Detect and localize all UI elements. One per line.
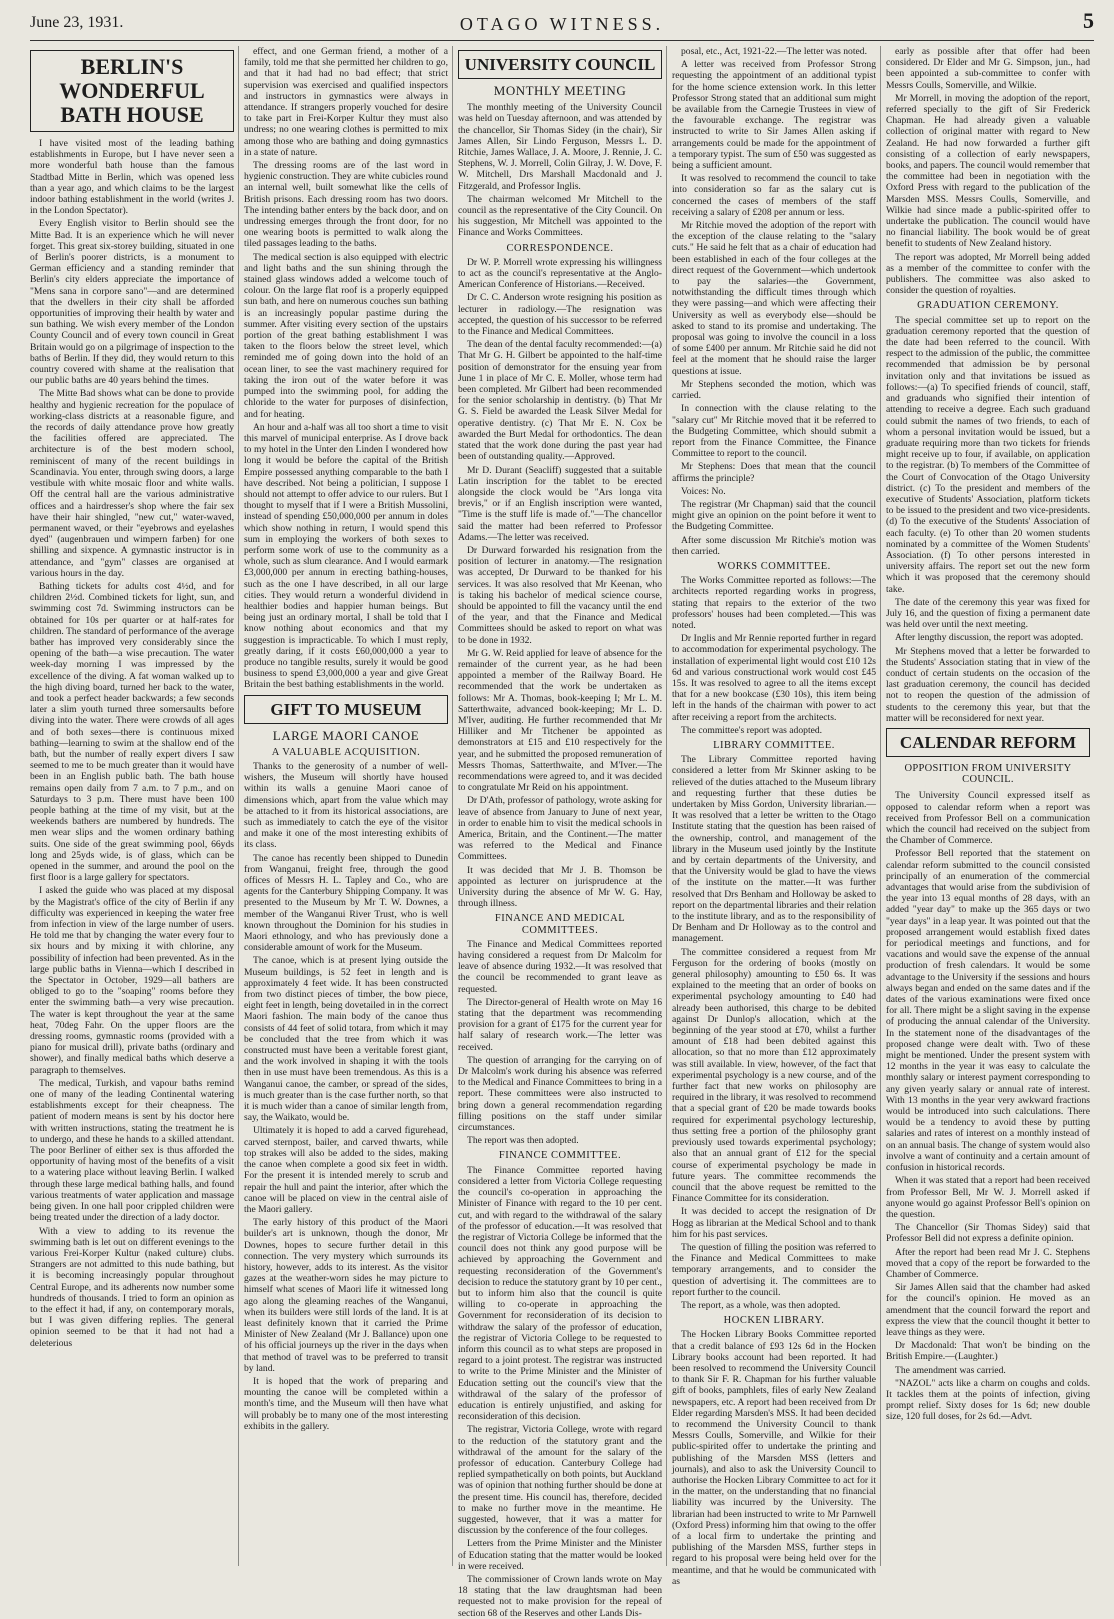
column-1 (30, 46, 234, 1568)
section-subhead: GRADUATION CEREMONY. (917, 300, 1059, 312)
paragraph: The registrar (Mr Chapman) said that the council might give an opinion on the point before it went to the Budgeting Committee. (672, 498, 876, 533)
paragraph: The question of arranging for the carrying on of Dr Malcolm's work during his absence was referred to the Medical and Finance Committees to bring in a report. These committees were also instructed to bring down a general recommendation regarding filling positions on the staff under similar circumstances. (458, 1054, 662, 1134)
paragraph: Dr Durward forwarded his resignation from the position of lecturer in anatomy.—The resignation was accepted, Dr Durward to be thanked for his services. It was also resolved that Mr Keenan, who is taking his bachelor of medical science course, should be appointed to fill the vacancy until the end of the year, and that the Finance and Medical Committees should be asked to report on what was to be done in 1932. (458, 544, 662, 646)
newspaper-title: OTAGO WITNESS. (459, 14, 665, 34)
paragraph: The special committee set up to report on the graduation ceremony reported that the question of the date had been referred to the council. With respect to the admission of the public, the committee recommended that admission be by personal invitation only and that invitations be issued as follows:—(a) To specified friends of council, staff, and graduands who signified their intention of attending to receive a degree. Each such graduand could submit the names of two friends, to each of whom a personal invitation would be issued, but a graduate requiring more than two tickets for friends might receive up to four, if available, on application to the registrar. (b) To members of the Committee of the Court of Convocation of the Otago University district. (c) To the president and members of the executive of Students' Association, platform tickets to be issued to the president and two vice-presidents. (d) To the executive of the Students' Association of each faculty. (e) To other than 20 women students nominated by a committee of the Women Students' Association. (f) To other persons interested in university affairs. The report set out the new form which it was proposed that the ceremony should take. (886, 314, 1090, 595)
paragraph: posal, etc., Act, 1921-22.—The letter was noted. (681, 46, 867, 57)
paragraph: Dr W. P. Morrell wrote expressing his willingness to act as the council's representative at the Anglo-American Conference of Historians.—Received. (458, 256, 662, 291)
article-headline-berlin-bath: BERLIN'S WONDERFUL BATH HOUSE (30, 50, 234, 132)
paragraph: In connection with the clause relating to the "salary cut" Mr Ritchie moved that it be referred to the Budgeting Committee, which should submit a report from the Finance Committee, the Finance Committee to report to the council. (672, 403, 876, 460)
column-5 (886, 46, 1090, 1568)
paragraph: The canoe has recently been shipped to Dunedin from Wanganui, freight free, through the good offices of Messrs H. L. Tapley and Co., who are agents for the Canterbury Shipping Company. It was presented to the Museum by Mr T. W. Downes, a member of the Wanganui River Trust, who is well known throughout the Dominion for his studies in Maori ethnology, and who has previously done a considerable amount of work for the Museum. (244, 852, 448, 954)
paragraph: The dean of the dental faculty recommended:—(a) That Mr G. H. Gilbert be appointed to the half-time position of demonstrator for the ensuing year from June 1 in place of Mr C. E. Moller, whose term had been completed. Mr Gilbert had been recommended for the senior scholarship in dentistry. (b) That Mr G. S. Field be awarded the Leask Silver Medal for operative dentistry. (c) That Mr E. N. Cox be awarded the Burt Medal for orthodontics. The dean stated that the work done during the past year had been of outstanding quality.—Approved. (458, 339, 662, 463)
section-subhead: LIBRARY COMMITTEE. (713, 739, 835, 751)
article-headline-university-council: UNIVERSITY COUNCIL (458, 50, 662, 79)
paragraph: The Finance Committee reported having considered a letter from Victoria College requesting the council's co-operation in approaching the Minister of Finance with regard to the 10 per cent. cut, and with regard to the withdrawal of the salary of the professor of education.—It was resolved that the registrar of Victoria College be informed that the council does not think any good purpose will be achieved by approaching the Government and requesting reconsideration of the Government's decision to reduce the statutory grant by 10 per cent., but to inform him also that the council is quite willing to co-operate in approaching the Government for reconsideration of its decision to withdraw the salary of the professor of education, the registrar of Victoria College to be requested to inform this council as to what steps are proposed in regard to a joint protest. The registrar was instructed to write to the Prime Minister and the Minister of Education setting out the council's view that the withdrawal of the salary of the professor of education is entirely unjustified, and asking for reconsideration of this decision. (458, 1164, 662, 1423)
page-number: 5 (1083, 8, 1094, 33)
paragraph: Dr Macdonald: That won't be binding on the British Empire.—(Laughter.) (886, 1340, 1090, 1363)
paragraph: Dr Inglis and Mr Rennie reported further in regard to accommodation for experimental psychology. The installation of experimental light would cost £10 12s 6d and various constructional work would cost £45 15s. It was resolved to agree to all the items except that for a new bookcase (£30 10s), this item being left in the hands of the chairman with power to act after receiving a report from the architects. (672, 633, 876, 723)
paragraph: After the report had been read Mr J. C. Stephens moved that a copy of the report be forwarded to the Chamber of Commerce. (886, 1246, 1090, 1280)
masthead (30, 8, 1094, 41)
paragraph: After some discussion Mr Ritchie's motion was then carried. (672, 534, 876, 557)
paragraph: When it was stated that a report had been received from Professor Bell, Mr W. J. Morrell asked if anyone would go against Professor Bell's opinion on the question. (886, 1175, 1090, 1220)
paragraph: Dr D'Ath, professor of pathology, wrote asking for leave of absence from January to June of next year, in order to enable him to visit the medical schools in America, Britain, and the Continent.—The matter was referred to the Medical and Finance Committees. (458, 795, 662, 863)
paragraph: The committee considered a request from Mr Ferguson for the ordering of books (mostly on general philosophy) amounting to £50 6s. It was explained to the meeting that an order of books on experimental psychology amounting to £40 had already been authorised, this charge to be debited against Dr Dunlop's allocation, which at the beginning of the year stood at £70, whilst a further amount of £18 had been debited against this allocation, so that no more than £12 approximately was still available. In view, however, of the fact that experimental psychology is a new course, and of the further fact that new works on philosophy are required in the library, it was resolved to recommend that a special grant of £20 be made towards books required for experimental psychology lectureship, thus setting free a portion of the philosophy grant previously used towards experimental psychology; also that an annual grant of £12 for the special course of experimental psychology be made in future years. The committee recommends the council that the above request be remitted to the Finance Committee for its consideration. (672, 946, 876, 1205)
paragraph: The Hocken Library Books Committee reported that a credit balance of £93 12s 6d in the Hocken Library books account had been reported. It had been resolved to recommend the University Council to thank Sir F. R. Chapman for his further valuable gift of books, pamphlets, files of early New Zealand newspapers, etc. A report had been received from Dr Elder regarding Marsden's MSS. It had been decided to recommend the University Council to thank Messrs Coulls, Somerville, and Wilkie for their public-spirited offer to undertake the printing and publishing of the Marsden MSS (letters and journals), and also to ask the University Council to authorise the Hocken Library Committee to act for it in the matter, on the understanding that no financial liability was incurred by the University. The librarian had been instructed to write to Mr Parnwell (Oxford Press) informing him that owing to the offer of a local firm to undertake the printing and publishing of the Marsden MSS, further steps in regard to his proposal were being held over for the meantime, and that he would be communicated with as (672, 1329, 876, 1587)
paragraph: The report was adopted, Mr Morrell being added as a member of the committee to confer with the publishers. The committee was also asked to consider the question of royalties. (886, 251, 1090, 297)
column-rule (666, 46, 667, 1566)
column-rule (880, 46, 881, 1566)
paragraph: It was decided that Mr J. B. Thomson be appointed as lecturer on jurisprudence at the University during the absence of Mr W. G. Hay, through illness. (458, 864, 662, 910)
paragraph: early as possible after that offer had been considered. Dr Elder and Mr G. Simpson, jun., had been appointed a sub-committee to confer with Messrs Coulls, Somerville, and Wilkie. (886, 46, 1090, 91)
section-subhead: HOCKEN LIBRARY. (723, 1315, 825, 1327)
paragraph: The Finance and Medical Committees reported having considered a request from Dr Malcolm for leave of absence during 1932.—It was resolved that the council be recommended to grant leave as requested. (458, 938, 662, 995)
paragraph: The University Council expressed itself as opposed to calendar reform when a report was received from Professor Bell on a communication which the council had received on the subject from the Chamber of Commerce. (886, 790, 1090, 847)
paragraph: It was resolved to recommend the council to take into consideration so far as the salary cut is concerned the cases of members of the staff receiving a salary of £208 per annum or less. (672, 173, 876, 218)
paragraph: The canoe, which is at present lying outside the Museum buildings, is 52 feet in length and is approximately 4 feet wide. It has been constructed from two distinct pieces of timber, the bow piece, eight feet in length, being dovetailed in in the correct Maori fashion. The main body of the canoe thus consists of 44 feet of solid totara, from which it may be concluded that the tree from which it was constructed must have been a veritable forest giant, and the work involved in shaping it with the tools then in use must have been tremendous. As this is a Wanganui canoe, the camber, or spread of the sides, is much greater than is the case further north, so that it is much wider than a canoe of similar length from, say, the Waikato, would be. (244, 955, 448, 1124)
article-headline-calendar-reform: CALENDAR REFORM (886, 728, 1090, 757)
paragraph: I asked the guide who was placed at my disposal by the Magistrat's office of the city of Berlin if any difficulty was experienced in keeping the water free from infection in view of the large number of users. He told me that by changing the water every four to six hours and by mixing it with chlorine, any possibility of infection had been prevented. As in the large public baths in Vienna—which I described in the Spectator in October, 1929—all bathers are obliged to go to the "soaping" rooms before they enter the swimming bath—a very wise precaution. The water is kept throughout the year at the same heat, 70deg Fahr. On the upper floors are the dressing rooms, gymnastic rooms (provided with a piano for musical drill), private baths (ordinary and shower), and finally medical baths which deserve a paragraph to themselves. (30, 885, 234, 1076)
paragraph: Dr C. C. Anderson wrote resigning his position as lecturer in radiology.—The resignation was accepted, the question of his successor to be referred to the Finance and Medical Committees. (458, 292, 662, 338)
paragraph: The monthly meeting of the University Council was held on Tuesday afternoon, and was attended by the chancellor, Sir Thomas Sidey (in the chair), Sir James Allen, Sir Lindo Ferguson, Messrs L. D. Ritchie, James Wallace, J. A. Moore, J. Rennie, J. C. Stephens, W. J. Morrell, Colin Gilray, J. W. Dove, F. W. Mitchell, Drs Marshall Macdonald and J. Fitzgerald, and Professor Inglis. (458, 102, 662, 192)
paragraph: The medical section is also equipped with electric and light baths and the sun shining through the stained glass windows added a welcome touch of colour. On the large flat roof is a properly equipped sun bath, and here on numerous couches sun bathing is an increasingly popular pastime during the summer. After visiting every section of the upstairs portion of the great bathing establishment I was taken to the floors below the street level, which reminded me of going down into the hold of an ocean liner, to see the vast machinery required for taking the iron out of the water before it was pumped into the swimming pool, for adding the chloride to the water for purposes of disinfection, and for heating. (244, 251, 448, 420)
paragraph: The amendment was carried. (895, 1364, 1006, 1376)
section-subhead: A VALUABLE ACQUISITION. (271, 746, 421, 758)
paragraph: The committee's report was adopted. (681, 724, 823, 736)
paragraph: Professor Bell reported that the statement on calendar reform submitted to the council consisted principally of an enumeration of the commercial advantages that would arise from the subdivision of the year into 13 equal months of 28 days, with an added "year day" to make up the 365 days or two "year days" in a leap year. It was pointed out that the proposed arrangement would establish fixed dates for periodical meetings and functions, and for vacations and would save the expense of the annual production of fresh calendars. It would be some advantage to the University if the sessions and hours always began and ended on the same dates and if the dates of the various examinations were fixed once for all. There might be a slight saving in the expense of producing the annual calendar of the University. In the statement none of the disadvantages of the proposed change were dealt with. Two of these might be mentioned. Under the present system with 12 months in the year it was easy to calculate the monthly salary or interest payment corresponding to any given yearly salary or annual rate of interest. With 13 months in the year very awkward fractions would be introduced into such calculations. There would be a tendency to avoid these by putting salaries and rates of interest on a monthly instead of on an annual basis. The change of system would also involve a want of continuity and a certain amount of confusion in historical records. (886, 848, 1090, 1174)
paragraph: Sir James Allen said that the chamber had asked for the council's opinion. He moved as an amendment that the council forward the report and express the view that the council thought it better to leave things as they were. (886, 1282, 1090, 1338)
paragraph: Mr Ritchie moved the adoption of the report with the exception of the clause relating to the "salary cuts." He said he felt that as a chair of education had been established in each of the four colleges at the direct request of the Government—which undertook to pay the salaries—the Government, notwithstanding the difficult times through which they were passing—and which were affecting their University as well as everybody else—should be asked to stand to its promise and undertaking. The proposal was going to involve the council in a loss of some £400 per annum. Mr Ritchie said he did not feel at the moment that he should raise the larger questions at issue. (672, 220, 876, 377)
paragraph: A letter was received from Professor Strong requesting the appointment of an additional typist for the home science extension work. In this letter Professor Strong stated that an additional sum might be available from the Carnegie Trustees in view of the favourable exchange. The registrar was instructed to write to Sir James Allen asking if arrangements could be made for the appointment of a temporary typist. The sum of £50 was suggested as being a sufficient amount. (672, 59, 876, 172)
paragraph: The Library Committee reported having considered a letter from Mr Skinner asking to be relieved of the duties attached to the Museum library and requesting further that these duties be undertaken by Miss Gordon, University librarian.—It was resolved that a letter be written to the Otago Institute stating that the question has been raised of the ownership, control, and management of the library in the Museum used jointly by the Institute and by certain departments of the University, and that the University would be glad to have the views of the institute on the matter.—It was further resolved that Drs Benham and Holloway be asked to report on the departmental libraries and their relation to the institute library, and as to the responsibility of Dr Benham and Dr Holloway as to the control and management. (672, 754, 876, 945)
paragraph: It is hoped that the work of preparing and mounting the canoe will be completed within a month's time, and the Museum will then have what will probably be to many one of the most interesting exhibits in the gallery. (244, 1375, 448, 1432)
section-subhead: FINANCE COMMITTEE. (498, 1150, 622, 1162)
article-deck: MONTHLY MEETING (493, 83, 627, 98)
paragraph: Every English visitor to Berlin should see the Mitte Bad. It is an experience which he will never forget. This great six-storey building, situated in one of Berlin's poorer districts, is a monument to German efficiency and a standing reminder that Berlin's city elders appreciate the importance of "Mens sana in corpore sano"—and are determined that the dwellers in their city shall be afforded opportunities of improving their health by water and sun bathing. We wish every member of the London County Council and of every town council in Great Britain would go on a pilgrimage of inspection to the baths of Berlin. If they did, they would return to this country covered with shame at the realisation that our public baths are 40 years behind the times. (30, 218, 234, 387)
article-deck: OPPOSITION FROM UNIVERSITY COUNCIL. (904, 762, 1072, 786)
paragraph: The Director-general of Health wrote on May 16 stating that the department was recommending provision for a grant of £175 for the current year for half salary of research work.—The letter was received. (458, 996, 662, 1053)
advertisement-nazol: "NAZOL" acts like a charm on coughs and colds. It tackles them at the points of infection, giving prompt relief. Sixty doses for 1s 6d; new double size, 120 full doses, for 2s 6d.—Advt. (886, 1377, 1090, 1423)
paragraph: The chairman welcomed Mr Mitchell to the council as the representative of the City Council. On his suggestion, Mr Mitchell was appointed to the Finance and Works Committees. (458, 193, 662, 239)
paragraph: The commissioner of Crown lands wrote on May 18 stating that the law draughtsman had been requested not to make provision for the repeal of section 68 of the Reserves and other Lands Dis- (458, 1574, 662, 1619)
section-subhead: WORKS COMMITTEE. (717, 560, 831, 572)
paragraph: An hour and a-half was all too short a time to visit this marvel of municipal enterprise. As I drove back to my hotel in the Unter den Linden I wondered how long it would be before the capital of the British Empire possessed anything comparable to the bath I have described. Not being a politician, I suppose I should not attempt to offer advice to our rulers. But I thought to myself that if I were a British Mussolini, instead of spending £50,000,000 per annum in doles which show nothing in return, I would spend this sum in employing the workers of both sexes to perform some work of use to the community as a whole, such as slum clearance. And I would earmark £3,000,000 per annum in erecting bathing-houses, such as the one I have described, in all our large cities. They would return a wonderful dividend in healthier bodies and happier human beings. But being just an ordinary mortal, I shall be told that I know nothing about economics and that my suggestion is impracticable. To which I must reply, greatly daring, if it costs £60,000,000 a year to produce no tangible results, surely it would be good business to spend £3,000,000 a year and give Great Britain the best bathing establishments in the world. (244, 421, 448, 691)
article-body-berlin-bath (30, 138, 234, 1349)
section-subhead: CORRESPONDENCE. (506, 242, 614, 254)
article-headline-gift-to-museum: GIFT TO MUSEUM (244, 695, 448, 724)
paragraph: I have visited most of the leading bathing establishments in Europe, but I have never seen a more wonderful bath house than the famous Stadtbad Mitte in Berlin, which was opened less than a year ago, and which claims to be the largest indoor bathing establishment in the world (writes J. in the London Spectator). (30, 138, 234, 217)
paragraph: Mr Stephens seconded the motion, which was carried. (672, 378, 876, 402)
section-subhead: FINANCE AND MEDICAL COMMITTEES. (494, 913, 626, 936)
column-rule (452, 46, 453, 1566)
paragraph: Mr Stephens moved that a letter be forwarded to the Students' Association stating that in view of the conduct of certain students on the occasion of the last graduation ceremony, the council has decided not to reopen the question of the admission of students to the ceremony this year, but that the matter will be reconsidered for next year. (886, 645, 1090, 724)
paragraph: Bathing tickets for adults cost 4½d, and for children 2½d. Combined tickets for light, sun, and swimming cost 7d. Swimming instructors can be obtained for 10s per quarter or at half-rates for children. The standard of performance of the average bather has improved very considerably since the opening of the bath—a wise precaution. The water week-day morning I was impressed by the excellence of the diving. A fat woman walked up to the high diving board, turned her back to the water, and took a perfect header backwards; a few seconds later a slim youth turned three somersaults before diving into the water. There were crowds of all ages and of both sexes—there is continuous mixed bathing—learning to swim at the shallow end of the bath, but the number of really expert divers I saw seemed to me to be much greater than it would have been in an English public bath. The bath house remains open daily from 7 a.m. to 7 p.m., and on Saturdays to 3 p.m. There must have been 100 people bathing at the time of my visit, but at the weekends bathers are numbered by hundreds. The men wear slips and the women ordinary bathing suits. One side of the great swimming pool, 66yds long and 25yds wide, is of glass, which can be opened in the summer, and around the pool on the first floor is a large gallery for spectators. (30, 580, 234, 884)
article-deck: LARGE MAORI CANOE (272, 727, 420, 743)
paragraph: Mr Morrell, in moving the adoption of the report, referred specially to the gift of Sir Frederick Chapman. He had already given a valuable collection of original matter with regard to New Zealand. He had now forwarded a further gift consisting of a collection of early newspapers, books, and papers. The council would remember that the committee had been in negotiation with the Oxford Press with regard to the publication of the Marsden MSS. Messrs Coulls, Somerville, and Wilkie had since made a public-spirited offer to undertake the publication. The council would have no financial liability. The book would be of great benefit to students of New Zealand history. (886, 92, 1090, 250)
issue-date: June 23, 1931. (30, 14, 124, 31)
paragraph: The report was then adopted. (467, 1135, 579, 1147)
paragraph: Letters from the Prime Minister and the Minister of Education stating that the matter would be looked in were received. (458, 1538, 662, 1572)
paragraph: The medical, Turkish, and vapour baths remind one of many of the leading Continental watering establishments except for their cheapness. The patient of modern means is sent by his doctor here with written instructions, stating the treatment he is to undergo, and these he hands to a skilled attendant. The poor Berliner of either sex is thus afforded the opportunity of having most of the benefits of a visit to a watering place without leaving Berlin. I walked through these large medical bathing halls, and found various treatments of water application and massage being given. In one hall poor crippled children were being treated under the direction of a lady doctor. (30, 1077, 234, 1224)
paragraph: With a view to adding to its revenue the swimming bath is let out on different evenings to the various Frei-Korper Kultur (naked culture) clubs. Strangers are not admitted to this nude bathing, but it is becoming increasingly popular throughout Central Europe, and its adherents now number some hundreds of thousands. I tried to form an opinion as to the effect it had, if any, on contemporary morals, but I was given differing replies. The general opinion seemed to be that it had not had a deleterious (30, 1225, 234, 1349)
column-3 (458, 46, 662, 1619)
paragraph: Ultimately it is hoped to add a carved figurehead, carved sternpost, bailer, and carved thwarts, while top strakes will also be added to the sides, making the canoe when complete a good six feet in width. For the present it is intended merely to scrub and repair the hull and paint the interior, after which the canoe will be placed on view in the central aisle of the Maori gallery. (244, 1125, 448, 1215)
paragraph: The dressing rooms are of the last word in hygienic construction. They are white cubicles round an internal well, built somewhat like the cells of British prisons. Each dressing room has two doors. The intending bather enters by the back door, and on undressing emerges through the front door, for no one wearing boots is permitted to walk along the tiled passages leading to the baths. (244, 160, 448, 250)
paragraph: After lengthy discussion, the report was adopted. (895, 632, 1084, 644)
column-rule (238, 46, 239, 1566)
paragraph: The registrar, Victoria College, wrote with regard to the reduction of the statutory grant and the withdrawal of the amount for the salary of the professor of education. Canterbury College had replied sympathetically on both points, but Auckland was of opinion that nothing further should be done at the present time. His council has, therefore, decided to make no further move in the meantime. He suggested, however, that it was a matter for discussion by the conference of the four colleges. (458, 1424, 662, 1537)
column-2 (244, 46, 448, 1568)
paragraph: The Mitte Bad shows what can be done to provide healthy and hygienic recreation for the populace of working-class districts at a reasonable figure, and the records of daily attendance prove how greatly the facilities offered are appreciated. The architecture is of the best modern school, reminiscent of many of the recent buildings in Scandinavia. You enter, through swing doors, a large vestibule with white mosaic floor and white walls. Off the central hall are the various administrative offices and a hairdresser's shop where the fair sex have their hair shingled, "new cut," water-waved, permanent waved, or their "eyebrows and eyelashes dyed" (augenbrauen und wimpern farben) for one shilling and sixpence. A gymnastic instructor is in attendance, and "gym" classes are organised at various hours in the day. (30, 388, 234, 579)
paragraph: The early history of this product of the Maori builder's art is unknown, though the donor, Mr Downes, hopes to secure further detail in this connection. The very mystery which surrounds its history, however, adds to its interest. As the visitor gazes at the weather-worn sides he may picture to himself what scenes of Maori life it witnessed long ago along the gleaming reaches of the Wanganui, when its builders were still lords of the land. It is at least definitely known that it carried the Prime Minister of New Zealand (Mr J. Ballance) upon one of his official journeys up the river in the days when that method of travel was to be preferred to transit by land. (244, 1217, 448, 1374)
paragraph: Mr G. W. Reid applied for leave of absence for the remainder of the current year, as he had been appointed a member of the Railway Board. He recommended that the work be undertaken as follows: Mr A. Thomas, book-keeping I; Mr L. M. Satterthwaite, advanced book-keeping; Mr L. D. M'Iver, auditing. He further recommended that Mr Hilliker and Mr Titchener be appointed as demonstrators at £15 and £10 respectively for the year, and he submitted the proposed remuneration of Messrs Thomas, Satterthwaite, and M'Iver.—The recommendations were agreed to, and it was decided to congratulate Mr Reid on his appointment. (458, 647, 662, 794)
paragraph: The Chancellor (Sir Thomas Sidey) said that Professor Bell did not express a definite opinion. (886, 1222, 1090, 1245)
paragraph: The Works Committee reported as follows:—The architects reported regarding works in progress, stating that repairs to the exterior of the two professors' houses had been completed.—This was noted. (672, 575, 876, 631)
paragraph: Thanks to the generosity of a number of well-wishers, the Museum will shortly have housed within its walls a genuine Maori canoe of dimensions which, apart from the value which may be attached to it from its historical associations, are such as immediately to catch the eye of the visitor and make it one of the most interesting exhibits of its class. (244, 760, 448, 851)
paragraph: Mr Stephens: Does that mean that the council affirms the principle? (672, 461, 876, 484)
column-4 (672, 46, 876, 1587)
paragraph: Voices: No. (681, 485, 726, 497)
paragraph: The question of filling the position was referred to the Finance and Medical Committees to make temporary arrangements, and to consider the question of advertising it. The committees are to report further to the council. (672, 1241, 876, 1298)
paragraph: effect, and one German friend, a mother of a family, told me that she permitted her children to go, and that it had had no bad effect; that strict supervision was exercised and qualified inspectors and instructors in gymnastics were always in attendance. If strangers properly vouched for desire to take part in Frei-Korper Kultur they must also undress; no one wearing clothes is permitted to mix among those who are bathing and doing gymnastics in a state of nature. (244, 46, 448, 158)
paragraph: Mr D. Durant (Seacliff) suggested that a suitable Latin inscription for the tablet to be erected alongside the clock would be "Ars longa vita brevis," or if an English inscription were wanted, "Time is the stuff life is made of."—The chancellor said the matter had been referred to Professor Adams.—The letter was received. (458, 464, 662, 543)
paragraph: The report, as a whole, was then adopted. (681, 1299, 841, 1311)
paragraph: The date of the ceremony this year was fixed for July 16, and the question of fixing a permanent date was held over until the next meeting. (886, 596, 1090, 631)
paragraph: It was decided to accept the resignation of Dr Hogg as librarian at the Medical School and to thank him for his past services. (672, 1206, 876, 1240)
